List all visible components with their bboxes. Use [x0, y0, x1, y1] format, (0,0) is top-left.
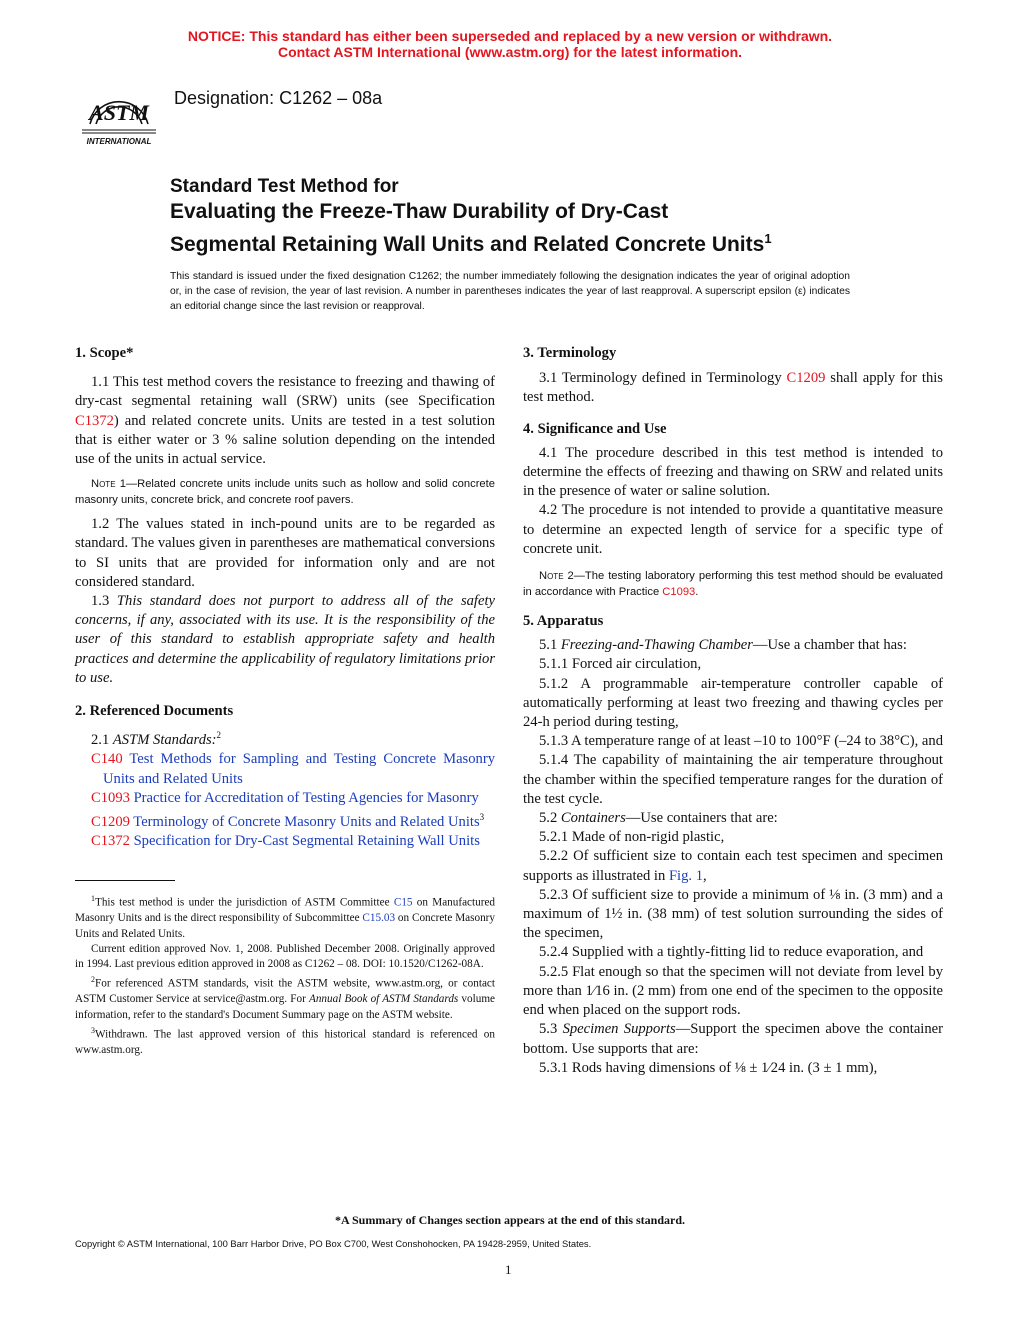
footnote-1: [75, 891, 495, 942]
title-line-3-text: Segmental Retaining Wall Units and Related Concrete Units: [170, 233, 765, 256]
para-2-1: [75, 726, 495, 750]
title-line-1: Standard Test Method for: [170, 176, 399, 197]
para-5-1-1: 5.1.1 Forced air circulation,: [539, 656, 702, 673]
para-5-2-1: 5.2.1 Made of non-rigid plastic,: [539, 829, 725, 846]
para-5-1-2: 5.1.2 A programmable air-temperature controller capable of automatically performing at least two freezing and thawing cycles per 24-h period during testing,: [523, 675, 943, 731]
right-column: [523, 344, 943, 1078]
para-1-1-text-b: ) and related concrete units. Units are tested in a test solution that is either water or 3 % saline solution depending on the intended use of the units in actual service.: [75, 412, 495, 468]
ref-title[interactable]: Specification for Dry-Cast Segmental Retaining Wall Units: [129, 832, 480, 849]
ref-item-c1372[interactable]: [75, 832, 495, 851]
para-5-2-2: [523, 847, 943, 885]
title-footnote-ref: 1: [764, 231, 772, 246]
para-1-1: [75, 373, 495, 469]
astm-logo: [76, 74, 162, 152]
ref-code[interactable]: C1209: [91, 813, 130, 830]
para-1-3: [75, 592, 495, 688]
para-5-2: [523, 809, 943, 828]
ref-code[interactable]: C140: [91, 751, 123, 768]
left-column: [75, 344, 495, 1058]
ref-title[interactable]: Test Methods for Sampling and Testing Concrete Masonry Units and Related Units: [103, 751, 495, 787]
para-4-2: 4.2 The procedure is not intended to provide a quantitative measure to determine an expected length of service for a specific type of concrete unit.: [523, 502, 943, 557]
para-5-2-4: 5.2.4 Supplied with a tightly-fitting lid to reduce evaporation, and: [539, 944, 924, 961]
withdrawal-notice: [0, 28, 1020, 60]
logo-letters: ASTM: [89, 100, 149, 125]
para-3-1: [523, 369, 943, 407]
para-5-2-3: 5.2.3 Of sufficient size to provide a minimum of ⅛ in. (3 mm) and a maximum of 1½ in. (38 mm) of test solution surrounding the sides of the specimen,: [523, 886, 943, 942]
para-5-1-num: 5.1: [539, 637, 561, 654]
para-3-1-text-b: shall apply for this test method.: [523, 370, 943, 406]
para-5-3: [523, 1020, 943, 1058]
footnote-1-edition: Current edition approved Nov. 1, 2008. Published December 2008. Originally approved in 1994. Last previous edition approved in 2008 as C1262 – 08. DOI: 10.1520/C1262-08A.: [75, 942, 495, 971]
ref-item-c1093[interactable]: [75, 789, 495, 808]
footnote-2-text: For referenced ASTM standards, visit the ASTM website, www.astm.org, or contact ASTM Customer Service at service@astm.org. For: [75, 978, 495, 1006]
notice-line-2: Contact ASTM International (www.astm.org) for the latest information.: [277, 44, 743, 60]
link-fig-1[interactable]: Fig. 1: [668, 867, 703, 884]
para-5-1-text: —Use a chamber that has:: [752, 637, 907, 654]
para-1-3-num: 1.3: [91, 593, 117, 610]
link-c15[interactable]: C15: [393, 896, 413, 909]
title-line-3: [170, 225, 772, 258]
logo-sub: INTERNATIONAL: [86, 137, 152, 146]
note-1-text: 1—Related concrete units include units such as hollow and solid concrete masonry units, concrete brick, and concrete roof pavers.: [75, 478, 495, 506]
footnote-1-text: This test method is under the jurisdiction of ASTM Committee: [95, 896, 394, 909]
section-1-heading: 1. Scope*: [75, 345, 134, 361]
link-c1372[interactable]: C1372: [75, 412, 114, 429]
para-2-1-text: ASTM Standards:: [112, 732, 217, 749]
section-5-heading: 5. Apparatus: [523, 613, 604, 630]
para-5-2-2-text-b: ,: [703, 867, 707, 884]
para-5-1-4: 5.1.4 The capability of maintaining the air temperature throughout the chamber within the specified temperature ranges for the duration of the test cycle.: [523, 752, 943, 807]
ref-sup: 3: [479, 811, 485, 822]
para-1-2: 1.2 The values stated in inch-pound units are to be regarded as standard. The values given in parentheses are mathematical conversions to SI units that are provided for information only and are not considered standard.: [75, 516, 495, 590]
note-2-label: Note: [539, 570, 564, 583]
para-5-2-2-text: 5.2.2 Of sufficient size to contain each test specimen and specimen supports as illustrated in: [523, 848, 943, 884]
section-3-heading: 3. Terminology: [523, 345, 617, 361]
link-c1209[interactable]: C1209: [786, 370, 826, 387]
note-2-text-b: .: [695, 585, 699, 598]
ref-title[interactable]: Terminology of Concrete Masonry Units and Related Units: [129, 813, 480, 830]
footnote-3-mark: 3: [91, 1026, 95, 1036]
para-5-1-3: 5.1.3 A temperature range of at least –10 to 100°F (–24 to 38°C), and: [539, 733, 943, 750]
ref-code[interactable]: C1372: [91, 832, 130, 849]
link-c15-03[interactable]: C15.03: [362, 912, 396, 925]
ref-item-c140[interactable]: [75, 750, 495, 788]
footnote-1-text-c: on Concrete Masonry Units and Related Units.: [75, 912, 496, 940]
para-5-2-text: —Use containers that are:: [625, 810, 778, 827]
footnote-3-text: Withdrawn. The last approved version of this historical standard is referenced on www.astm.org.: [75, 1028, 495, 1057]
notice-line-1: NOTICE: This standard has either been superseded and replaced by a new version or withdrawn.: [187, 28, 833, 44]
footnote-2-text-b: volume information, refer to the standard's Document Summary page on the ASTM website.: [75, 993, 495, 1021]
footnote-separator: [75, 880, 175, 881]
footnote-1-mark: 1: [91, 894, 95, 904]
copyright-line: Copyright © ASTM International, 100 Barr Harbor Drive, PO Box C700, West Conshohocken, PA 19428-2959, United States.: [75, 1238, 592, 1249]
para-2-1-num: 2.1: [91, 732, 113, 749]
ref-title[interactable]: Practice for Accreditation of Testing Agencies for Masonry: [129, 789, 479, 806]
para-1-3-text: This standard does not purport to address all of the safety concerns, if any, associated with its use. It is the responsibility of the user of this standard to establish appropriate safety and health practices and determine the applicability of regulatory limitations prior to use.: [75, 593, 495, 686]
footnote-2: [75, 972, 495, 1023]
para-5-2-num: 5.2: [539, 810, 561, 827]
ref-code[interactable]: C1093: [91, 789, 130, 806]
footnote-2-italic: Annual Book of ASTM Standards: [309, 993, 459, 1006]
para-5-3-1: 5.3.1 Rods having dimensions of ⅛ ± 1⁄24 in. (3 ± 1 mm),: [539, 1059, 878, 1076]
note-2-text: 2—The testing laboratory performing this test method should be evaluated in accordance with Practice: [523, 570, 943, 598]
page-number: 1: [505, 1262, 512, 1277]
para-1-1-text: 1.1 This test method covers the resistance to freezing and thawing of dry-cast segmental retaining wall (SRW) units (see Specification: [75, 374, 495, 410]
para-2-1-sup: 2: [216, 730, 222, 741]
link-c1093[interactable]: C1093: [662, 585, 696, 598]
note-1-label: Note: [91, 478, 116, 491]
para-3-1-text: 3.1 Terminology defined in Terminology: [539, 370, 787, 387]
para-5-3-num: 5.3: [539, 1021, 563, 1038]
para-4-1: 4.1 The procedure described in this test method is intended to determine the effects of freezing and thawing on SRW and related units in the presence of water or saline solution.: [523, 444, 943, 500]
footnote-2-mark: 2: [91, 975, 95, 985]
para-5-2-5: 5.2.5 Flat enough so that the specimen will not deviate from level by more than 1⁄16 in. (2 mm) from one end of the specimen to the opposite end when placed on the support rods.: [523, 963, 943, 1019]
para-5-2-italic: Containers: [560, 810, 626, 827]
intro-paragraph: This standard is issued under the fixed designation C1262; the number immediately following the designation indicates the year of original adoption or, in the case of revision, the year of last revision. A number in parentheses indicates the year of last reapproval. A superscript epsilon (ε) indicates an editorial change since the last revision or reapproval.: [170, 271, 850, 312]
para-5-1-italic: Freezing-and-Thawing Chamber: [560, 637, 753, 654]
footnote-1-text-b: on Manufactured Masonry Units and is the direct responsibility of Subcommittee: [75, 896, 496, 925]
para-5-1: [523, 636, 943, 655]
para-5-3-text: —Support the specimen above the container bottom. Use supports that are:: [523, 1021, 944, 1057]
para-5-3-italic: Specimen Supports: [562, 1021, 676, 1038]
summary-of-changes-note: *A Summary of Changes section appears at the end of this standard.: [334, 1213, 686, 1227]
title-line-2: Evaluating the Freeze-Thaw Durability of Dry-Cast: [170, 200, 669, 223]
ref-item-c1209[interactable]: [75, 808, 495, 832]
section-2-heading: 2. Referenced Documents: [75, 703, 234, 720]
section-4-heading: 4. Significance and Use: [523, 420, 667, 437]
designation: Designation: C1262 – 08a: [174, 88, 383, 108]
document-title: [170, 176, 772, 258]
note-1: [75, 477, 495, 508]
footnote-3: [75, 1023, 495, 1058]
note-2: [523, 569, 943, 600]
